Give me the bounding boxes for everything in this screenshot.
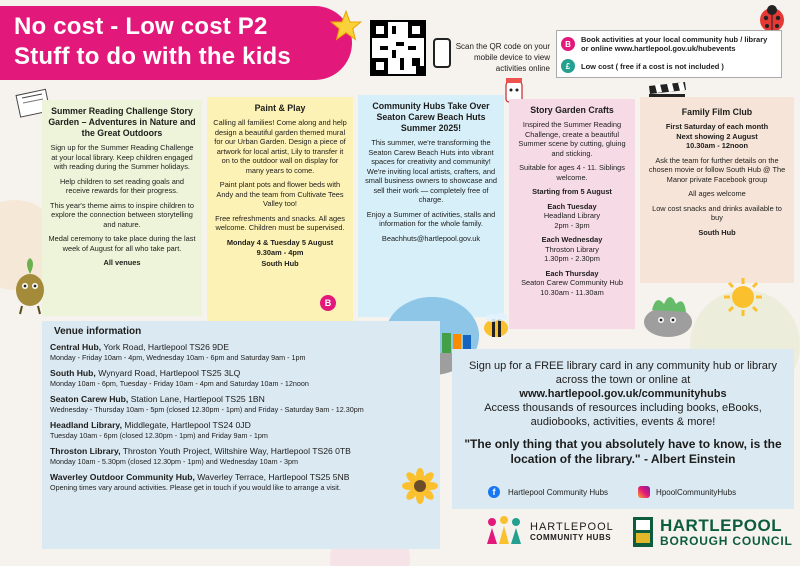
seed-character-icon: [8, 256, 52, 316]
council-logo-line2: BOROUGH COUNCIL: [660, 533, 793, 548]
paint-play-venue: South Hub: [261, 258, 299, 268]
legend-booking-text: Book activities at your local community hub / library or online www.hartlepool.gov.uk/hubevents: [581, 35, 768, 53]
film-p1: Ask the team for further details on the chosen movie or follow South Hub @ The Manor private Facebook group: [648, 155, 786, 184]
venue-item: [50, 394, 432, 414]
venue-address: Throston Youth Project, Wiltshire Way, Hartlepool TS26 0TB: [120, 446, 351, 456]
crafts-place1: Headland Library: [543, 211, 601, 220]
facebook-handle[interactable]: Hartlepool Community Hubs: [508, 487, 609, 497]
community-hubs-email[interactable]: Beachhuts@hartlepool.gov.uk: [381, 233, 481, 243]
paint-play-p3: Free refreshments and snacks. All ages welcome. Children must be supervised.: [215, 213, 345, 232]
venue-hours: Monday 10am - 6pm, Tuesday - Friday 10am - 4pm and Saturday 10am - 12noon: [50, 379, 309, 388]
crafts-time2: 1.30pm - 2.30pm: [544, 254, 600, 263]
film-p2: All ages welcome: [688, 189, 746, 198]
venue-name: South Hub,: [50, 368, 96, 378]
venue-name: Seaton Carew Hub,: [50, 394, 129, 404]
summer-reading-p2: Help children to set reading goals and receive rewards for their progress.: [59, 176, 185, 195]
einstein-quote: "The only thing that you absolutely have to know, is the location of the library." - Albert Einstein: [464, 437, 782, 466]
header-banner: [0, 6, 352, 80]
summer-reading-panel: [42, 100, 202, 316]
paint-play-panel: [207, 97, 353, 321]
venue-hours: Wednesday - Thursday 10am - 5pm (closed 12.30pm - 1pm) and Friday - Saturday 9am - 12.30pm: [50, 405, 364, 414]
crafts-p2: Suitable for ages 4 - 11. Siblings welcome.: [519, 163, 625, 182]
crafts-day1: Each Tuesday: [547, 201, 597, 211]
library-url-link[interactable]: www.hartlepool.gov.uk/communityhubs: [519, 388, 727, 400]
film-when1: First Saturday of each month: [665, 122, 769, 131]
paint-play-p2: Paint plant pots and flower beds with Andy and the team from Cultivate Tees Valley too!: [216, 180, 344, 208]
summer-reading-p1: Sign up for the Summer Reading Challenge at your local library. Keep children engaged with reading during the Summer holidays.: [50, 143, 194, 171]
venue-information-panel: [42, 321, 440, 549]
library-card-panel: [452, 349, 794, 509]
family-film-club-panel: [640, 97, 794, 283]
venue-item: [50, 446, 432, 466]
paint-play-date: Monday 4 & Tuesday 5 August: [226, 237, 334, 247]
summer-reading-p3: This year's theme aims to inspire children to explore the connection between storytelling and nature.: [50, 200, 194, 229]
legend-booking: [561, 35, 771, 53]
legend-box: [556, 30, 782, 78]
venue-address: Wynyard Road, Hartlepool TS25 3LQ: [95, 368, 241, 378]
legend-low-cost-text: Low cost ( free if a cost is not included ): [581, 61, 724, 71]
venue-name: Waverley Outdoor Community Hub,: [50, 472, 195, 482]
community-hubs-p1: This summer, we're transforming the Seaton Carew Beach Huts into vibrant spaces for creativity and community! We're inviting local artists, crafters, and small business owners to showcase and sell their work — completely free of charge.: [365, 138, 497, 204]
library-resources-text: Access thousands of resources including books, eBooks, audiobooks, activities, events & more!: [484, 402, 762, 428]
venue-hours: Monday 10am - 5.30pm (closed 12.30pm - 1pm) and Wednesday 10am - 3pm: [50, 457, 298, 466]
page-title-line1: No cost - Low cost P2: [14, 13, 268, 40]
booking-badge-icon: B: [561, 37, 575, 51]
community-hubs-logo: [484, 514, 614, 550]
venue-hours: Monday - Friday 10am - 4pm, Wednesday 10am - 6pm and Saturday 9am - 1pm: [50, 353, 306, 362]
instagram-icon: [638, 486, 650, 498]
paint-play-p1: Calling all families! Come along and help design a beautiful garden themed mural for our Urban Garden. Design a piece of artwork for local artist, Lily to transfer it on to the outdoor wall on display for many years to come.: [213, 118, 347, 175]
crafts-place2: Throston Library: [545, 244, 599, 254]
crafts-time3: 10.30am - 11.30am: [540, 287, 604, 297]
crafts-p1: Inspired the Summer Reading Challenge, create a beautiful Summer scene by cutting, gluing and sticking.: [518, 120, 626, 158]
venue-title: Venue information: [54, 326, 142, 337]
venue-item: [50, 368, 432, 388]
venue-hours: Tuesday 10am - 6pm (closed 12.30pm - 1pm) and Friday 9am - 1pm: [50, 431, 268, 440]
story-garden-crafts-panel: [509, 99, 635, 329]
facebook-icon: f: [488, 486, 500, 498]
venue-address: Middlegate, Hartlepool TS24 0JD: [121, 420, 251, 430]
venue-address: Waverley Terrace, Hartlepool TS25 5NB: [194, 472, 350, 482]
film-when2: Next showing 2 August: [676, 131, 758, 141]
pound-badge-icon: £: [561, 59, 575, 73]
rock-creature-icon: [636, 286, 700, 340]
paint-play-title: Paint & Play: [254, 103, 306, 113]
film-p3: Low cost snacks and drinks available to buy: [652, 203, 782, 222]
paint-play-booking-badge-icon: B: [320, 295, 336, 311]
venue-address: York Road, Hartlepool TS26 9DE: [101, 342, 229, 352]
paint-play-time: 9.30am - 4pm: [256, 248, 304, 257]
venue-item: [50, 472, 432, 492]
hubs-logo-line1: HARTLEPOOL: [530, 521, 614, 533]
venue-hours: Opening times vary around activities. Please get in touch if you would like to arrange a visit.: [50, 483, 341, 492]
phone-icon: [433, 38, 451, 68]
star-icon: [330, 10, 362, 42]
film-time: 10.30am - 12noon: [685, 141, 749, 150]
summer-reading-venue: All venues: [103, 258, 141, 267]
venue-name: Throston Library,: [50, 446, 121, 456]
community-hubs-p2: Enjoy a Summer of activities, stalls and information for the whole family.: [366, 209, 496, 228]
council-logo-line1: HARTLEPOOL: [660, 515, 783, 535]
hubs-figures-logo-icon: [484, 514, 524, 550]
venue-name: Central Hub,: [50, 342, 102, 352]
borough-council-logo: [632, 516, 793, 548]
venue-address: Station Lane, Hartlepool TS25 1BN: [128, 394, 265, 404]
page-title-line2: Stuff to do with the kids: [14, 43, 291, 70]
instagram-handle[interactable]: HpoolCommunityHubs: [656, 487, 737, 497]
community-hubs-panel: [358, 95, 504, 317]
qr-instructions: Scan the QR code on your mobile device to view activities online: [455, 42, 550, 73]
crafts-day2: Each Wednesday: [541, 235, 603, 244]
crafts-time1: 2pm - 3pm: [554, 220, 590, 230]
crafts-day3: Each Thursday: [545, 268, 599, 278]
library-signup-text: Sign up for a FREE library card in any community hub or library across the town or online at: [468, 360, 778, 386]
summer-reading-p4: Medal ceremony to take place during the last week of August for all who take part.: [48, 234, 196, 253]
legend-low-cost: [561, 59, 724, 73]
film-venue: South Hub: [698, 227, 736, 237]
venue-item: [50, 420, 432, 440]
council-crest-icon: [632, 516, 654, 548]
summer-reading-title: Summer Reading Challenge Story Garden – Adventures in Nature and the Great Outdoors: [48, 106, 196, 138]
film-title: Family Film Club: [681, 107, 753, 117]
community-hubs-title: Community Hubs Take Over Seaton Carew Beach Huts Summer 2025!: [372, 101, 490, 133]
hubs-logo-line2: COMMUNITY HUBS: [530, 533, 612, 542]
venue-item: [50, 342, 432, 362]
social-links: [488, 486, 736, 498]
venue-name: Headland Library,: [50, 420, 122, 430]
sun-icon: [722, 276, 764, 318]
qr-pattern-icon: [372, 22, 424, 74]
crafts-title: Story Garden Crafts: [530, 105, 614, 115]
crafts-start: Starting from 5 August: [532, 187, 612, 196]
sunflower-icon: [402, 468, 438, 508]
crafts-place3: Seaton Carew Community Hub: [521, 278, 623, 287]
qr-code[interactable]: [370, 20, 426, 76]
